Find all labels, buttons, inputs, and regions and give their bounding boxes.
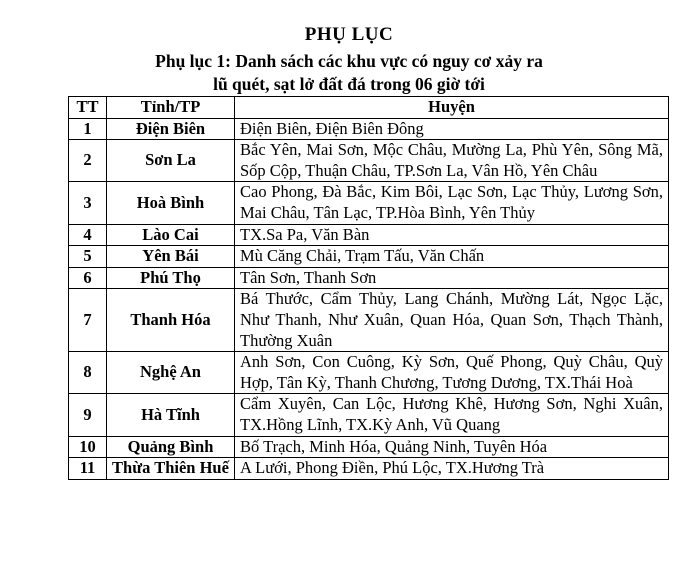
table-row xyxy=(69,140,669,182)
row-number: 6 xyxy=(69,267,107,289)
district-list: A Lưới, Phong Điền, Phú Lộc, TX.Hương Trà xyxy=(235,458,669,480)
table-row xyxy=(69,224,669,246)
province-name: Thừa Thiên Huế xyxy=(107,458,235,480)
table-row xyxy=(69,267,669,289)
row-number: 7 xyxy=(69,289,107,352)
row-number: 4 xyxy=(69,224,107,246)
district-list: Bắc Yên, Mai Sơn, Mộc Châu, Mường La, Phù Yên, Sông Mã, Sốp Cộp, Thuận Châu, TP.Sơn La, Vân Hồ, Yên Châu xyxy=(235,140,669,182)
table-row xyxy=(69,118,669,140)
table-row xyxy=(69,289,669,352)
row-number: 1 xyxy=(69,118,107,140)
district-list: Cao Phong, Đà Bắc, Kim Bôi, Lạc Sơn, Lạc Thủy, Lương Sơn, Mai Châu, Tân Lạc, TP.Hòa Bình, Yên Thủy xyxy=(235,182,669,224)
province-name: Hoà Bình xyxy=(107,182,235,224)
table-row xyxy=(69,352,669,394)
row-number: 11 xyxy=(69,458,107,480)
district-list: Cẩm Xuyên, Can Lộc, Hương Khê, Hương Sơn, Nghi Xuân, TX.Hồng Lĩnh, TX.Kỳ Anh, Vũ Quang xyxy=(235,394,669,436)
province-name: Lào Cai xyxy=(107,224,235,246)
province-name: Thanh Hóa xyxy=(107,289,235,352)
district-list: Tân Sơn, Thanh Sơn xyxy=(235,267,669,289)
district-list: Bá Thước, Cẩm Thủy, Lang Chánh, Mường Lát, Ngọc Lặc, Như Thanh, Như Xuân, Quan Hóa, Quan Sơn, Thạch Thành, Thường Xuân xyxy=(235,289,669,352)
table-header-row xyxy=(69,97,669,119)
table-row xyxy=(69,436,669,458)
district-list: Mù Căng Chải, Trạm Tấu, Văn Chấn xyxy=(235,246,669,268)
header-tt: TT xyxy=(69,97,107,119)
risk-area-table xyxy=(68,96,669,480)
document-title: PHỤ LỤC xyxy=(304,24,394,45)
subtitle-line-1: Phụ lục 1: Danh sách các khu vực có nguy cơ xảy ra xyxy=(155,51,543,71)
province-name: Nghệ An xyxy=(107,352,235,394)
province-name: Yên Bái xyxy=(107,246,235,268)
table-row xyxy=(69,458,669,480)
row-number: 10 xyxy=(69,436,107,458)
province-name: Sơn La xyxy=(107,140,235,182)
header-district: Huyện xyxy=(235,97,669,119)
district-list: TX.Sa Pa, Văn Bàn xyxy=(235,224,669,246)
header-province: Tỉnh/TP xyxy=(107,97,235,119)
row-number: 5 xyxy=(69,246,107,268)
province-name: Điện Biên xyxy=(107,118,235,140)
row-number: 9 xyxy=(69,394,107,436)
subtitle-line-2: lũ quét, sạt lở đất đá trong 06 giờ tới xyxy=(213,74,485,94)
district-list: Bố Trạch, Minh Hóa, Quảng Ninh, Tuyên Hóa xyxy=(235,436,669,458)
province-name: Quảng Bình xyxy=(107,436,235,458)
district-list: Anh Sơn, Con Cuông, Kỳ Sơn, Quế Phong, Quỳ Châu, Quỳ Hợp, Tân Kỳ, Thanh Chương, Tương Dương, TX.Thái Hoà xyxy=(235,352,669,394)
table-row xyxy=(69,182,669,224)
district-list: Điện Biên, Điện Biên Đông xyxy=(235,118,669,140)
province-name: Phú Thọ xyxy=(107,267,235,289)
table-row xyxy=(69,394,669,436)
table-row xyxy=(69,246,669,268)
row-number: 2 xyxy=(69,140,107,182)
row-number: 8 xyxy=(69,352,107,394)
row-number: 3 xyxy=(69,182,107,224)
province-name: Hà Tĩnh xyxy=(107,394,235,436)
